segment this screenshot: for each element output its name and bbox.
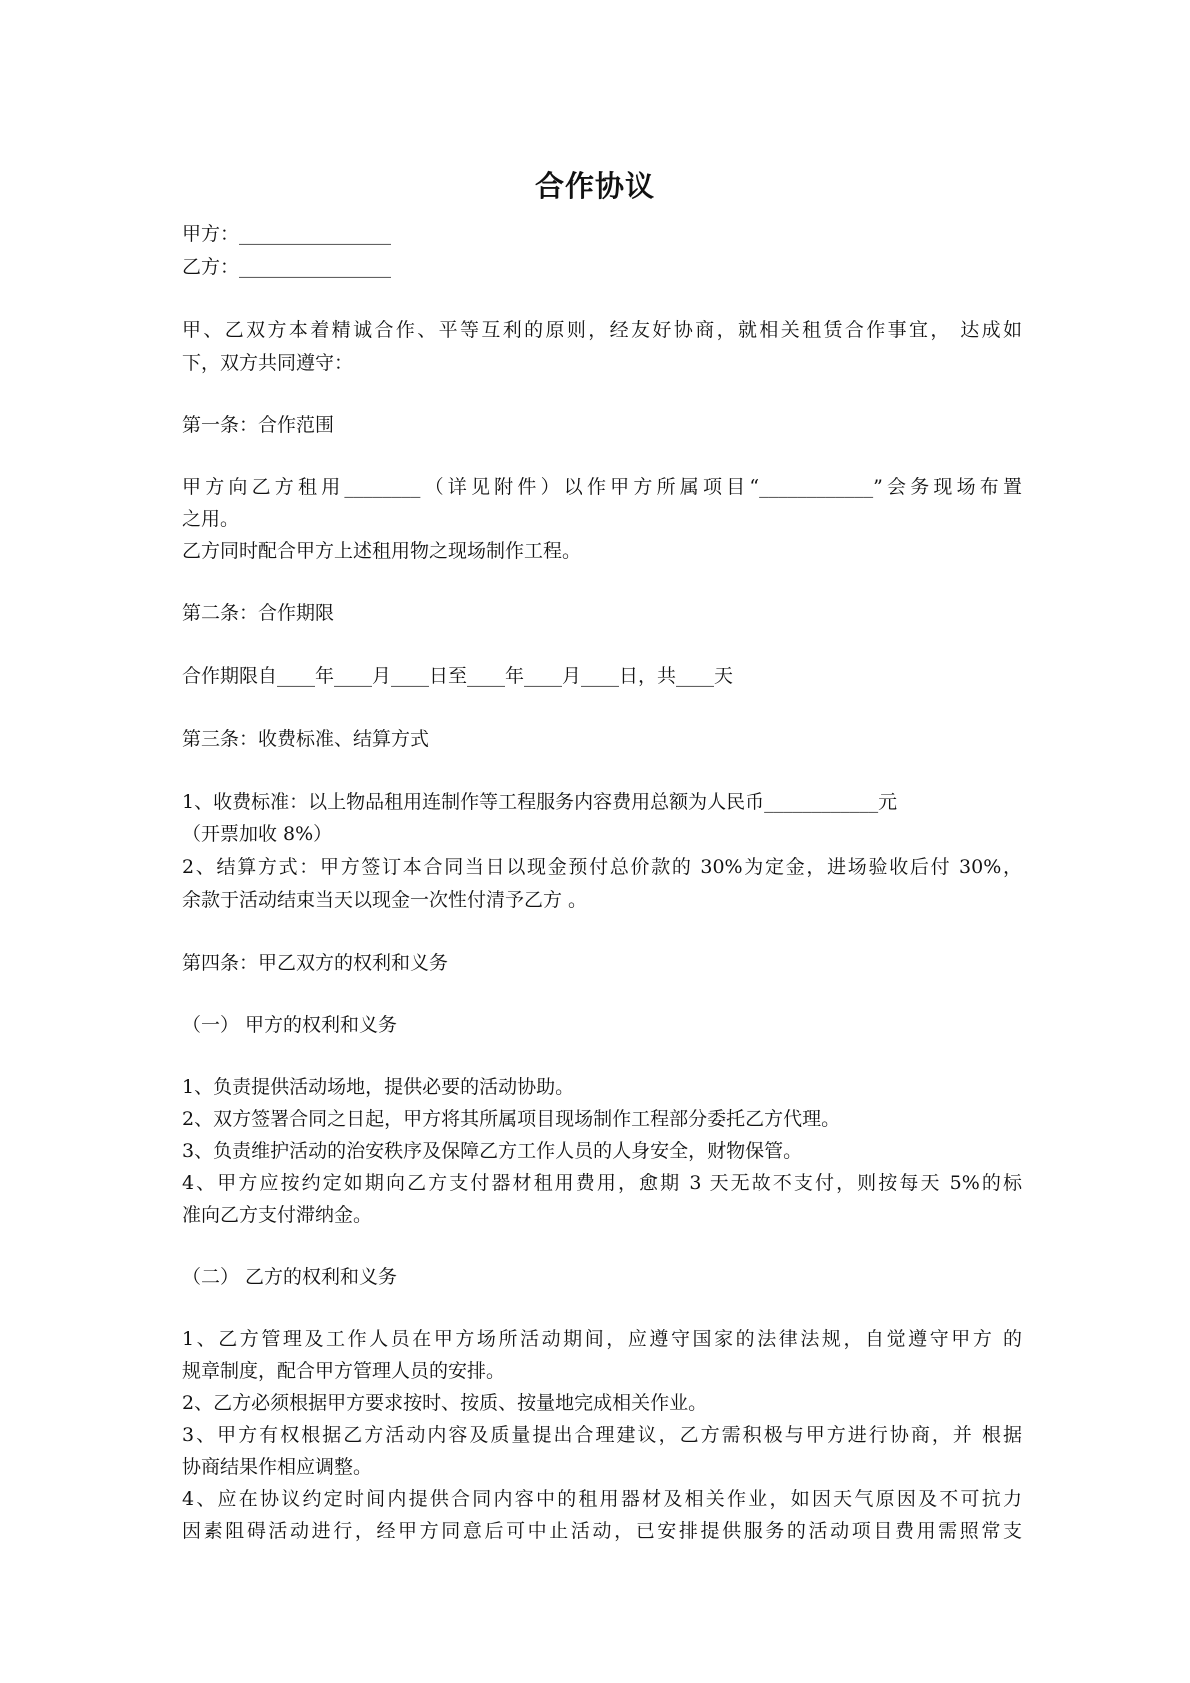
article-3-line-1: 1、收费标准：以上物品租用连制作等工程服务内容费用总额为人民币____________元 (182, 791, 898, 813)
article-3-line-4: 余款于活动结束当天以现金一次性付清予乙方 。 (182, 889, 588, 911)
article-2-line-1: 合作期限自____年____月____日至____年____月____日，共____天 (182, 665, 734, 687)
section-2-item-1-line-1: 1、乙方管理及工作人员在甲方场所活动期间，应遵守国家的法律法规，自觉遵守甲方 的 (182, 1328, 1022, 1350)
section-2-item-1-line-2: 规章制度，配合甲方管理人员的安排。 (182, 1360, 506, 1382)
article-1-line-2: 之用。 (182, 508, 240, 530)
section-2-item-3-line-2: 协商结果作相应调整。 (182, 1456, 373, 1478)
section-2-heading: （二） 乙方的权利和义务 (182, 1266, 398, 1288)
article-4-heading: 第四条：甲乙双方的权利和义务 (182, 952, 449, 974)
section-1-item-2: 2、双方签署合同之日起，甲方将其所属项目现场制作工程部分委托乙方代理。 (182, 1108, 841, 1130)
article-1-line-3: 乙方同时配合甲方上述租用物之现场制作工程。 (182, 540, 582, 562)
section-1-item-3: 3、负责维护活动的治安秩序及保障乙方工作人员的人身安全，财物保管。 (182, 1140, 803, 1162)
section-1-item-4-line-2: 准向乙方支付滞纳金。 (182, 1204, 373, 1226)
article-3-heading: 第三条：收费标准、结算方式 (182, 728, 430, 750)
article-3-line-3: 2、结算方式：甲方签订本合同当日以现金预付总价款的 30%为定金，进场验收后付 30%， (182, 856, 1022, 878)
section-1-item-1: 1、负责提供活动场地，提供必要的活动协助。 (182, 1076, 575, 1098)
section-1-item-4-line-1: 4、甲方应按约定如期向乙方支付器材租用费用，愈期 3 天无故不支付，则按每天 5%的标 (182, 1172, 1022, 1194)
article-1-line-1: 甲方向乙方租用________（详见附件）以作甲方所属项目“____________”会务现场布置 (182, 476, 1022, 498)
section-2-item-3-line-1: 3、甲方有权根据乙方活动内容及质量提出合理建议，乙方需积极与甲方进行协商，并 根据 (182, 1424, 1022, 1446)
section-1-heading: （一） 甲方的权利和义务 (182, 1014, 398, 1036)
party-a-field: 甲方：________________ (182, 223, 392, 245)
intro-line-1: 甲、乙双方本着精诚合作、平等互利的原则，经友好协商，就相关租赁合作事宜， 达成如 (182, 319, 1022, 341)
section-2-item-4-line-2: 因素阻碍活动进行，经甲方同意后可中止活动，已安排提供服务的活动项目费用需照常支 (182, 1520, 1022, 1542)
party-b-field: 乙方：________________ (182, 256, 392, 278)
article-2-heading: 第二条：合作期限 (182, 602, 335, 624)
article-1-heading: 第一条：合作范围 (182, 414, 335, 436)
article-3-line-2: （开票加收 8%） (182, 823, 333, 845)
intro-line-2: 下，双方共同遵守： (182, 352, 354, 374)
section-2-item-4-line-1: 4、应在协议约定时间内提供合同内容中的租用器材及相关作业，如因天气原因及不可抗力 (182, 1488, 1022, 1510)
section-2-item-2: 2、乙方必须根据甲方要求按时、按质、按量地完成相关作业。 (182, 1392, 708, 1414)
page-title: 合作协议 (534, 169, 655, 203)
